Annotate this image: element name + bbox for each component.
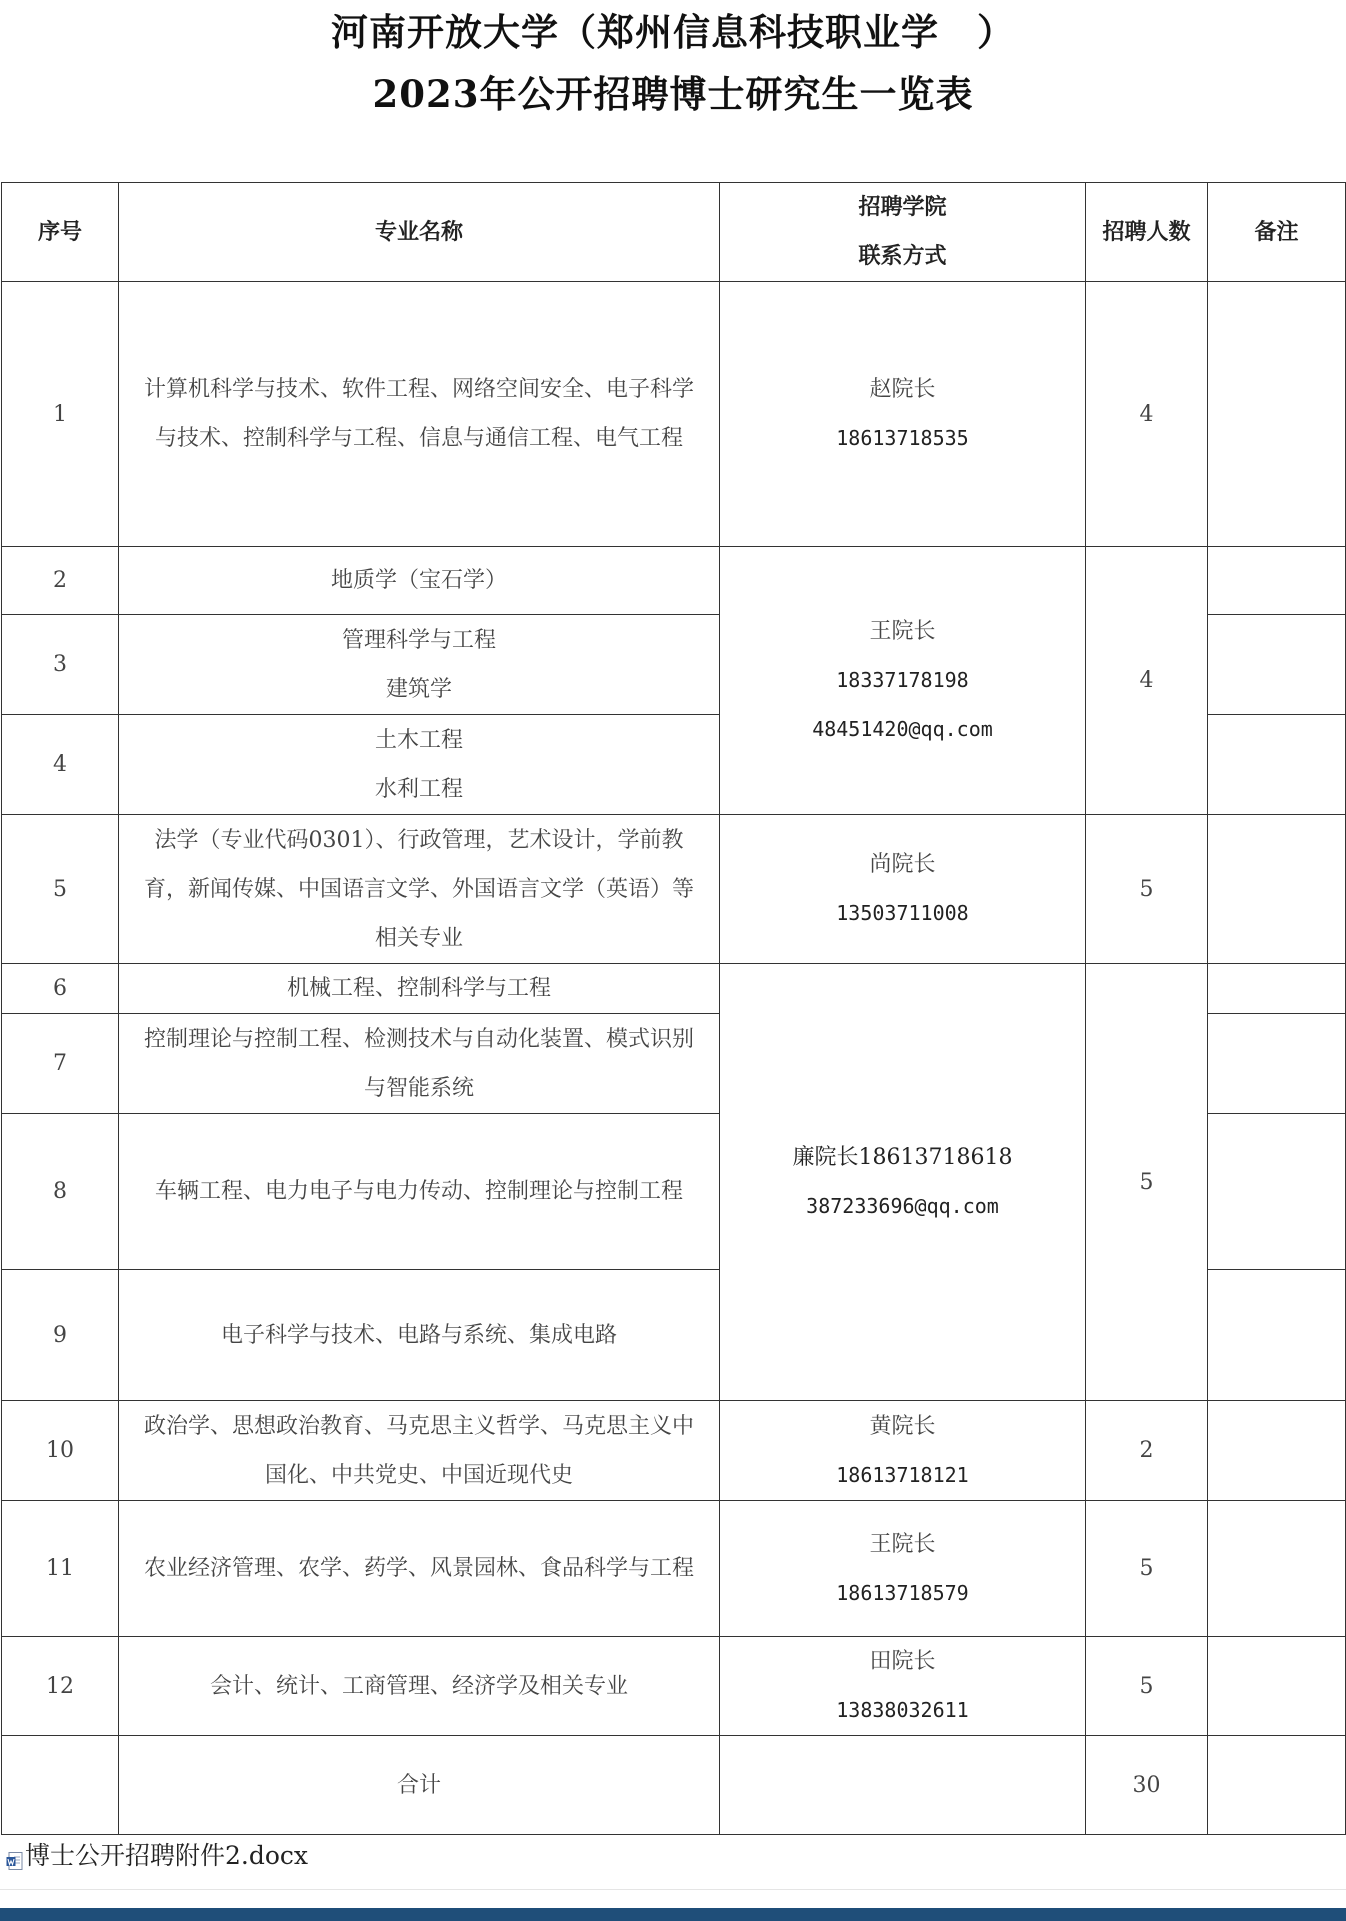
footer-bar xyxy=(0,1908,1346,1921)
row-contact xyxy=(720,282,1086,547)
row-seq: 9 xyxy=(2,1270,119,1401)
table-row xyxy=(2,547,1346,615)
header-college-line1: 招聘学院 xyxy=(858,194,947,220)
total-label: 合计 xyxy=(119,1736,720,1835)
row-seq: 10 xyxy=(2,1401,119,1501)
recruitment-table xyxy=(1,182,1346,1835)
total-remark xyxy=(1208,1736,1346,1835)
row-major: 政治学、思想政治教育、马克思主义哲学、马克思主义中国化、中共党史、中国近现代史 xyxy=(119,1401,720,1501)
row-major: 法学（专业代码0301）、行政管理，艺术设计，学前教育，新闻传媒、中国语言文学、外国语言文学（英语）等相关专业 xyxy=(119,815,720,964)
row-major xyxy=(119,715,720,815)
row-contact xyxy=(720,1637,1086,1736)
row-remark xyxy=(1208,547,1346,615)
group-contact xyxy=(720,547,1086,815)
row-seq: 1 xyxy=(2,282,119,547)
contact-email: 387233696@qq.com xyxy=(806,1194,999,1218)
row-seq: 8 xyxy=(2,1114,119,1270)
row-seq: 11 xyxy=(2,1501,119,1637)
row-seq: 6 xyxy=(2,964,119,1014)
total-seq xyxy=(2,1736,119,1835)
row-seq: 12 xyxy=(2,1637,119,1736)
row-count: 5 xyxy=(1086,1501,1208,1637)
header-count: 招聘人数 xyxy=(1086,183,1208,282)
contact-name: 尚院长 xyxy=(869,852,936,877)
row-remark xyxy=(1208,282,1346,547)
row-major: 车辆工程、电力电子与电力传动、控制理论与控制工程 xyxy=(119,1114,720,1270)
row-remark xyxy=(1208,1637,1346,1736)
row-seq: 7 xyxy=(2,1014,119,1114)
row-major xyxy=(119,615,720,715)
major-line: 建筑学 xyxy=(385,676,452,702)
group-count: 4 xyxy=(1086,547,1208,815)
table-row xyxy=(2,282,1346,547)
contact-phone: 18613718579 xyxy=(836,1580,969,1605)
divider xyxy=(0,1889,1346,1890)
table-row xyxy=(2,1401,1346,1501)
row-remark xyxy=(1208,1501,1346,1637)
table-row xyxy=(2,815,1346,964)
table-row xyxy=(2,1637,1346,1736)
major-line: 水利工程 xyxy=(374,776,463,802)
row-major: 计算机科学与技术、软件工程、网络空间安全、电子科学与技术、控制科学与工程、信息与通信工程、电气工程 xyxy=(119,282,720,547)
header-college-line2: 联系方式 xyxy=(858,243,947,269)
group-contact xyxy=(720,964,1086,1401)
row-contact xyxy=(720,815,1086,964)
header-seq: 序号 xyxy=(2,183,119,282)
word-doc-icon xyxy=(6,1848,23,1867)
row-remark xyxy=(1208,1401,1346,1501)
row-major: 电子科学与技术、电路与系统、集成电路 xyxy=(119,1270,720,1401)
attachment-link[interactable] xyxy=(6,1836,308,1872)
contact-phone: 18613718121 xyxy=(836,1462,969,1487)
row-seq: 2 xyxy=(2,547,119,615)
row-contact xyxy=(720,1501,1086,1637)
attachment-filename[interactable]: 博士公开招聘附件2.docx xyxy=(25,1841,309,1870)
contact-phone: 13503711008 xyxy=(836,901,969,925)
row-remark xyxy=(1208,715,1346,815)
row-major: 地质学（宝石学） xyxy=(119,547,720,615)
contact-name: 王院长 xyxy=(869,1531,936,1557)
row-seq: 3 xyxy=(2,615,119,715)
row-remark xyxy=(1208,615,1346,715)
contact-name: 田院长 xyxy=(869,1649,936,1674)
header-college xyxy=(720,183,1086,282)
row-count: 5 xyxy=(1086,815,1208,964)
contact-name: 赵院长 xyxy=(869,377,936,402)
header-major: 专业名称 xyxy=(119,183,720,282)
row-remark xyxy=(1208,1270,1346,1401)
contact-name: 黄院长 xyxy=(869,1413,936,1439)
major-line: 土木工程 xyxy=(374,727,463,753)
contact-email: 48451420@qq.com xyxy=(812,717,993,741)
header-remark: 备注 xyxy=(1208,183,1346,282)
total-contact xyxy=(720,1736,1086,1835)
major-line: 管理科学与工程 xyxy=(341,627,496,653)
row-seq: 5 xyxy=(2,815,119,964)
row-remark xyxy=(1208,964,1346,1014)
row-remark xyxy=(1208,815,1346,964)
table-row xyxy=(2,964,1346,1014)
table-row xyxy=(2,1501,1346,1637)
page-title-line1: 河南开放大学（郑州信息科技职业学 ） xyxy=(331,10,1015,54)
row-count: 2 xyxy=(1086,1401,1208,1501)
table-header-row xyxy=(2,183,1346,282)
contact-phone: 13838032611 xyxy=(836,1698,969,1722)
total-count: 30 xyxy=(1086,1736,1208,1835)
contact-phone: 18613718535 xyxy=(836,426,969,450)
row-contact xyxy=(720,1401,1086,1501)
contact-phone: 18337178198 xyxy=(836,668,969,692)
row-count: 5 xyxy=(1086,1637,1208,1736)
row-major: 会计、统计、工商管理、经济学及相关专业 xyxy=(119,1637,720,1736)
contact-name-phone: 廉院长18613718618 xyxy=(792,1145,1013,1170)
contact-name: 王院长 xyxy=(869,619,936,644)
group-count: 5 xyxy=(1086,964,1208,1401)
row-remark xyxy=(1208,1014,1346,1114)
row-seq: 4 xyxy=(2,715,119,815)
row-remark xyxy=(1208,1114,1346,1270)
page-title-line2: 2023年公开招聘博士研究生一览表 xyxy=(372,72,974,116)
row-major: 农业经济管理、农学、药学、风景园林、食品科学与工程 xyxy=(119,1501,720,1637)
row-major: 机械工程、控制科学与工程 xyxy=(119,964,720,1014)
total-row xyxy=(2,1736,1346,1835)
row-count: 4 xyxy=(1086,282,1208,547)
row-major: 控制理论与控制工程、检测技术与自动化装置、模式识别与智能系统 xyxy=(119,1014,720,1114)
